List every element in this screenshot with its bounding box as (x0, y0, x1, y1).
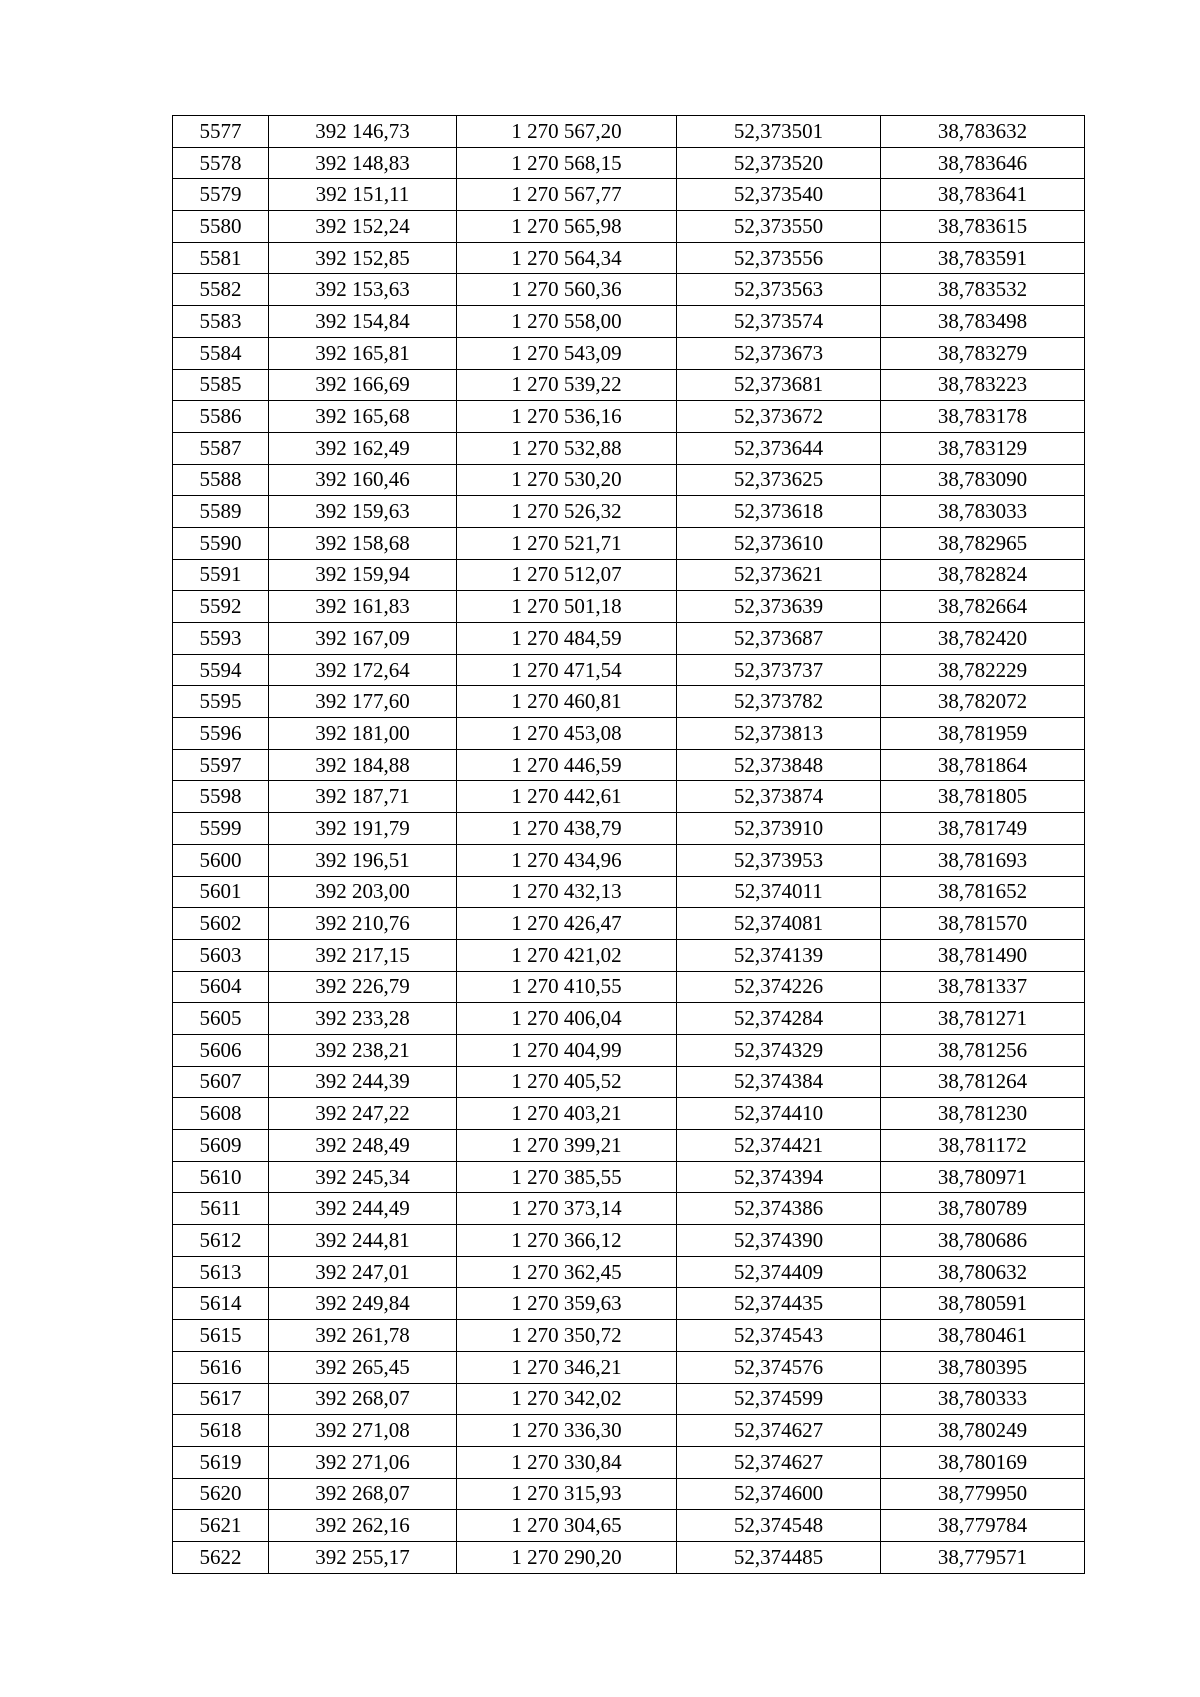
point-number-cell: 5605 (173, 1003, 269, 1035)
y-coordinate-cell: 1 270 350,72 (457, 1320, 677, 1352)
x-coordinate-cell: 392 177,60 (269, 686, 457, 718)
y-coordinate-cell: 1 270 438,79 (457, 813, 677, 845)
table-row (173, 337, 1085, 369)
y-coordinate-cell: 1 270 543,09 (457, 337, 677, 369)
table-row (173, 1446, 1085, 1478)
y-coordinate-cell: 1 270 567,20 (457, 116, 677, 148)
y-coordinate-cell: 1 270 421,02 (457, 939, 677, 971)
x-coordinate-cell: 392 151,11 (269, 179, 457, 211)
latitude-cell: 52,373874 (677, 781, 881, 813)
longitude-cell: 38,783591 (881, 242, 1085, 274)
table-row (173, 1098, 1085, 1130)
point-number-cell: 5597 (173, 749, 269, 781)
x-coordinate-cell: 392 226,79 (269, 971, 457, 1003)
latitude-cell: 52,374409 (677, 1256, 881, 1288)
latitude-cell: 52,373574 (677, 306, 881, 338)
point-number-cell: 5590 (173, 527, 269, 559)
point-number-cell: 5609 (173, 1130, 269, 1162)
y-coordinate-cell: 1 270 501,18 (457, 591, 677, 623)
longitude-cell: 38,779950 (881, 1478, 1085, 1510)
x-coordinate-cell: 392 255,17 (269, 1541, 457, 1573)
x-coordinate-cell: 392 261,78 (269, 1320, 457, 1352)
table-row (173, 1478, 1085, 1510)
table-row (173, 464, 1085, 496)
longitude-cell: 38,781749 (881, 813, 1085, 845)
coordinates-table-body (173, 116, 1085, 1574)
point-number-cell: 5619 (173, 1446, 269, 1478)
longitude-cell: 38,780461 (881, 1320, 1085, 1352)
x-coordinate-cell: 392 165,68 (269, 401, 457, 433)
y-coordinate-cell: 1 270 373,14 (457, 1193, 677, 1225)
table-row (173, 971, 1085, 1003)
table-row (173, 1510, 1085, 1542)
x-coordinate-cell: 392 191,79 (269, 813, 457, 845)
longitude-cell: 38,780249 (881, 1415, 1085, 1447)
table-row (173, 1161, 1085, 1193)
longitude-cell: 38,781652 (881, 876, 1085, 908)
table-row (173, 1383, 1085, 1415)
y-coordinate-cell: 1 270 446,59 (457, 749, 677, 781)
y-coordinate-cell: 1 270 432,13 (457, 876, 677, 908)
point-number-cell: 5596 (173, 718, 269, 750)
y-coordinate-cell: 1 270 471,54 (457, 654, 677, 686)
point-number-cell: 5622 (173, 1541, 269, 1573)
x-coordinate-cell: 392 167,09 (269, 623, 457, 655)
table-row (173, 147, 1085, 179)
table-row (173, 1130, 1085, 1162)
x-coordinate-cell: 392 196,51 (269, 844, 457, 876)
x-coordinate-cell: 392 161,83 (269, 591, 457, 623)
y-coordinate-cell: 1 270 410,55 (457, 971, 677, 1003)
table-row (173, 116, 1085, 148)
x-coordinate-cell: 392 162,49 (269, 432, 457, 464)
table-row (173, 1256, 1085, 1288)
x-coordinate-cell: 392 203,00 (269, 876, 457, 908)
longitude-cell: 38,782824 (881, 559, 1085, 591)
y-coordinate-cell: 1 270 403,21 (457, 1098, 677, 1130)
point-number-cell: 5581 (173, 242, 269, 274)
latitude-cell: 52,373673 (677, 337, 881, 369)
longitude-cell: 38,781490 (881, 939, 1085, 971)
table-row (173, 369, 1085, 401)
y-coordinate-cell: 1 270 434,96 (457, 844, 677, 876)
point-number-cell: 5618 (173, 1415, 269, 1447)
y-coordinate-cell: 1 270 304,65 (457, 1510, 677, 1542)
latitude-cell: 52,373953 (677, 844, 881, 876)
x-coordinate-cell: 392 271,08 (269, 1415, 457, 1447)
table-row (173, 1351, 1085, 1383)
y-coordinate-cell: 1 270 484,59 (457, 623, 677, 655)
latitude-cell: 52,373672 (677, 401, 881, 433)
latitude-cell: 52,373556 (677, 242, 881, 274)
point-number-cell: 5612 (173, 1225, 269, 1257)
x-coordinate-cell: 392 268,07 (269, 1383, 457, 1415)
longitude-cell: 38,780169 (881, 1446, 1085, 1478)
table-row (173, 623, 1085, 655)
latitude-cell: 52,373639 (677, 591, 881, 623)
table-row (173, 1225, 1085, 1257)
longitude-cell: 38,780333 (881, 1383, 1085, 1415)
x-coordinate-cell: 392 238,21 (269, 1034, 457, 1066)
point-number-cell: 5586 (173, 401, 269, 433)
x-coordinate-cell: 392 148,83 (269, 147, 457, 179)
latitude-cell: 52,373681 (677, 369, 881, 401)
table-row (173, 686, 1085, 718)
y-coordinate-cell: 1 270 426,47 (457, 908, 677, 940)
latitude-cell: 52,374226 (677, 971, 881, 1003)
longitude-cell: 38,783641 (881, 179, 1085, 211)
latitude-cell: 52,374329 (677, 1034, 881, 1066)
point-number-cell: 5603 (173, 939, 269, 971)
y-coordinate-cell: 1 270 366,12 (457, 1225, 677, 1257)
x-coordinate-cell: 392 159,63 (269, 496, 457, 528)
x-coordinate-cell: 392 166,69 (269, 369, 457, 401)
x-coordinate-cell: 392 233,28 (269, 1003, 457, 1035)
longitude-cell: 38,783279 (881, 337, 1085, 369)
longitude-cell: 38,780686 (881, 1225, 1085, 1257)
x-coordinate-cell: 392 181,00 (269, 718, 457, 750)
x-coordinate-cell: 392 244,39 (269, 1066, 457, 1098)
longitude-cell: 38,781570 (881, 908, 1085, 940)
y-coordinate-cell: 1 270 336,30 (457, 1415, 677, 1447)
table-row (173, 718, 1085, 750)
table-row (173, 749, 1085, 781)
y-coordinate-cell: 1 270 453,08 (457, 718, 677, 750)
table-row (173, 876, 1085, 908)
y-coordinate-cell: 1 270 399,21 (457, 1130, 677, 1162)
longitude-cell: 38,783223 (881, 369, 1085, 401)
latitude-cell: 52,373848 (677, 749, 881, 781)
x-coordinate-cell: 392 153,63 (269, 274, 457, 306)
point-number-cell: 5598 (173, 781, 269, 813)
table-row (173, 591, 1085, 623)
latitude-cell: 52,374543 (677, 1320, 881, 1352)
table-row (173, 274, 1085, 306)
y-coordinate-cell: 1 270 526,32 (457, 496, 677, 528)
latitude-cell: 52,373813 (677, 718, 881, 750)
latitude-cell: 52,374394 (677, 1161, 881, 1193)
point-number-cell: 5591 (173, 559, 269, 591)
longitude-cell: 38,781172 (881, 1130, 1085, 1162)
latitude-cell: 52,373625 (677, 464, 881, 496)
point-number-cell: 5600 (173, 844, 269, 876)
latitude-cell: 52,374421 (677, 1130, 881, 1162)
point-number-cell: 5599 (173, 813, 269, 845)
x-coordinate-cell: 392 152,24 (269, 211, 457, 243)
y-coordinate-cell: 1 270 564,34 (457, 242, 677, 274)
coordinates-table (172, 115, 1085, 1574)
point-number-cell: 5585 (173, 369, 269, 401)
point-number-cell: 5610 (173, 1161, 269, 1193)
point-number-cell: 5595 (173, 686, 269, 718)
table-row (173, 1003, 1085, 1035)
x-coordinate-cell: 392 160,46 (269, 464, 457, 496)
x-coordinate-cell: 392 159,94 (269, 559, 457, 591)
point-number-cell: 5614 (173, 1288, 269, 1320)
y-coordinate-cell: 1 270 532,88 (457, 432, 677, 464)
longitude-cell: 38,782229 (881, 654, 1085, 686)
x-coordinate-cell: 392 244,49 (269, 1193, 457, 1225)
latitude-cell: 52,374435 (677, 1288, 881, 1320)
longitude-cell: 38,783178 (881, 401, 1085, 433)
y-coordinate-cell: 1 270 558,00 (457, 306, 677, 338)
longitude-cell: 38,782965 (881, 527, 1085, 559)
point-number-cell: 5606 (173, 1034, 269, 1066)
x-coordinate-cell: 392 210,76 (269, 908, 457, 940)
longitude-cell: 38,781693 (881, 844, 1085, 876)
latitude-cell: 52,374384 (677, 1066, 881, 1098)
latitude-cell: 52,374081 (677, 908, 881, 940)
longitude-cell: 38,783129 (881, 432, 1085, 464)
x-coordinate-cell: 392 262,16 (269, 1510, 457, 1542)
point-number-cell: 5615 (173, 1320, 269, 1352)
point-number-cell: 5594 (173, 654, 269, 686)
longitude-cell: 38,779784 (881, 1510, 1085, 1542)
longitude-cell: 38,783646 (881, 147, 1085, 179)
latitude-cell: 52,374386 (677, 1193, 881, 1225)
latitude-cell: 52,374627 (677, 1446, 881, 1478)
longitude-cell: 38,783033 (881, 496, 1085, 528)
latitude-cell: 52,373610 (677, 527, 881, 559)
point-number-cell: 5613 (173, 1256, 269, 1288)
x-coordinate-cell: 392 245,34 (269, 1161, 457, 1193)
x-coordinate-cell: 392 244,81 (269, 1225, 457, 1257)
x-coordinate-cell: 392 184,88 (269, 749, 457, 781)
latitude-cell: 52,373520 (677, 147, 881, 179)
latitude-cell: 52,374627 (677, 1415, 881, 1447)
y-coordinate-cell: 1 270 521,71 (457, 527, 677, 559)
latitude-cell: 52,374548 (677, 1510, 881, 1542)
longitude-cell: 38,781864 (881, 749, 1085, 781)
table-row (173, 242, 1085, 274)
point-number-cell: 5583 (173, 306, 269, 338)
longitude-cell: 38,783632 (881, 116, 1085, 148)
table-row (173, 1066, 1085, 1098)
latitude-cell: 52,373910 (677, 813, 881, 845)
point-number-cell: 5580 (173, 211, 269, 243)
x-coordinate-cell: 392 247,22 (269, 1098, 457, 1130)
longitude-cell: 38,780591 (881, 1288, 1085, 1320)
table-row (173, 179, 1085, 211)
y-coordinate-cell: 1 270 536,16 (457, 401, 677, 433)
point-number-cell: 5611 (173, 1193, 269, 1225)
y-coordinate-cell: 1 270 342,02 (457, 1383, 677, 1415)
y-coordinate-cell: 1 270 405,52 (457, 1066, 677, 1098)
point-number-cell: 5601 (173, 876, 269, 908)
latitude-cell: 52,374139 (677, 939, 881, 971)
table-row (173, 211, 1085, 243)
table-row (173, 306, 1085, 338)
latitude-cell: 52,374011 (677, 876, 881, 908)
point-number-cell: 5577 (173, 116, 269, 148)
point-number-cell: 5607 (173, 1066, 269, 1098)
x-coordinate-cell: 392 268,07 (269, 1478, 457, 1510)
longitude-cell: 38,779571 (881, 1541, 1085, 1573)
latitude-cell: 52,374600 (677, 1478, 881, 1510)
y-coordinate-cell: 1 270 568,15 (457, 147, 677, 179)
x-coordinate-cell: 392 271,06 (269, 1446, 457, 1478)
table-row (173, 1034, 1085, 1066)
longitude-cell: 38,781805 (881, 781, 1085, 813)
longitude-cell: 38,782072 (881, 686, 1085, 718)
y-coordinate-cell: 1 270 567,77 (457, 179, 677, 211)
x-coordinate-cell: 392 249,84 (269, 1288, 457, 1320)
point-number-cell: 5587 (173, 432, 269, 464)
latitude-cell: 52,373618 (677, 496, 881, 528)
y-coordinate-cell: 1 270 406,04 (457, 1003, 677, 1035)
x-coordinate-cell: 392 248,49 (269, 1130, 457, 1162)
x-coordinate-cell: 392 217,15 (269, 939, 457, 971)
longitude-cell: 38,781959 (881, 718, 1085, 750)
y-coordinate-cell: 1 270 404,99 (457, 1034, 677, 1066)
x-coordinate-cell: 392 152,85 (269, 242, 457, 274)
longitude-cell: 38,781230 (881, 1098, 1085, 1130)
x-coordinate-cell: 392 158,68 (269, 527, 457, 559)
longitude-cell: 38,780632 (881, 1256, 1085, 1288)
table-row (173, 1193, 1085, 1225)
table-row (173, 1320, 1085, 1352)
x-coordinate-cell: 392 172,64 (269, 654, 457, 686)
longitude-cell: 38,783615 (881, 211, 1085, 243)
latitude-cell: 52,374485 (677, 1541, 881, 1573)
y-coordinate-cell: 1 270 385,55 (457, 1161, 677, 1193)
longitude-cell: 38,781271 (881, 1003, 1085, 1035)
table-row (173, 1288, 1085, 1320)
table-row (173, 939, 1085, 971)
point-number-cell: 5616 (173, 1351, 269, 1383)
point-number-cell: 5588 (173, 464, 269, 496)
table-row (173, 432, 1085, 464)
table-row (173, 813, 1085, 845)
y-coordinate-cell: 1 270 330,84 (457, 1446, 677, 1478)
y-coordinate-cell: 1 270 346,21 (457, 1351, 677, 1383)
table-row (173, 844, 1085, 876)
longitude-cell: 38,780971 (881, 1161, 1085, 1193)
latitude-cell: 52,374599 (677, 1383, 881, 1415)
table-row (173, 559, 1085, 591)
y-coordinate-cell: 1 270 530,20 (457, 464, 677, 496)
x-coordinate-cell: 392 247,01 (269, 1256, 457, 1288)
latitude-cell: 52,373737 (677, 654, 881, 686)
latitude-cell: 52,373687 (677, 623, 881, 655)
longitude-cell: 38,781337 (881, 971, 1085, 1003)
point-number-cell: 5602 (173, 908, 269, 940)
point-number-cell: 5589 (173, 496, 269, 528)
y-coordinate-cell: 1 270 359,63 (457, 1288, 677, 1320)
latitude-cell: 52,374284 (677, 1003, 881, 1035)
table-row (173, 527, 1085, 559)
y-coordinate-cell: 1 270 442,61 (457, 781, 677, 813)
x-coordinate-cell: 392 154,84 (269, 306, 457, 338)
latitude-cell: 52,373782 (677, 686, 881, 718)
table-row (173, 1415, 1085, 1447)
point-number-cell: 5608 (173, 1098, 269, 1130)
point-number-cell: 5620 (173, 1478, 269, 1510)
point-number-cell: 5582 (173, 274, 269, 306)
longitude-cell: 38,783090 (881, 464, 1085, 496)
latitude-cell: 52,373550 (677, 211, 881, 243)
latitude-cell: 52,373644 (677, 432, 881, 464)
longitude-cell: 38,782664 (881, 591, 1085, 623)
table-row (173, 496, 1085, 528)
point-number-cell: 5579 (173, 179, 269, 211)
latitude-cell: 52,374390 (677, 1225, 881, 1257)
point-number-cell: 5593 (173, 623, 269, 655)
x-coordinate-cell: 392 165,81 (269, 337, 457, 369)
y-coordinate-cell: 1 270 560,36 (457, 274, 677, 306)
table-row (173, 654, 1085, 686)
longitude-cell: 38,782420 (881, 623, 1085, 655)
x-coordinate-cell: 392 187,71 (269, 781, 457, 813)
longitude-cell: 38,780395 (881, 1351, 1085, 1383)
latitude-cell: 52,373540 (677, 179, 881, 211)
y-coordinate-cell: 1 270 539,22 (457, 369, 677, 401)
longitude-cell: 38,783498 (881, 306, 1085, 338)
point-number-cell: 5584 (173, 337, 269, 369)
point-number-cell: 5592 (173, 591, 269, 623)
y-coordinate-cell: 1 270 290,20 (457, 1541, 677, 1573)
longitude-cell: 38,781264 (881, 1066, 1085, 1098)
x-coordinate-cell: 392 146,73 (269, 116, 457, 148)
y-coordinate-cell: 1 270 565,98 (457, 211, 677, 243)
y-coordinate-cell: 1 270 460,81 (457, 686, 677, 718)
table-row (173, 781, 1085, 813)
latitude-cell: 52,374576 (677, 1351, 881, 1383)
table-row (173, 908, 1085, 940)
point-number-cell: 5578 (173, 147, 269, 179)
latitude-cell: 52,373501 (677, 116, 881, 148)
table-row (173, 1541, 1085, 1573)
point-number-cell: 5617 (173, 1383, 269, 1415)
longitude-cell: 38,781256 (881, 1034, 1085, 1066)
table-row (173, 401, 1085, 433)
x-coordinate-cell: 392 265,45 (269, 1351, 457, 1383)
y-coordinate-cell: 1 270 362,45 (457, 1256, 677, 1288)
y-coordinate-cell: 1 270 315,93 (457, 1478, 677, 1510)
longitude-cell: 38,780789 (881, 1193, 1085, 1225)
latitude-cell: 52,373621 (677, 559, 881, 591)
point-number-cell: 5621 (173, 1510, 269, 1542)
longitude-cell: 38,783532 (881, 274, 1085, 306)
y-coordinate-cell: 1 270 512,07 (457, 559, 677, 591)
latitude-cell: 52,373563 (677, 274, 881, 306)
point-number-cell: 5604 (173, 971, 269, 1003)
latitude-cell: 52,374410 (677, 1098, 881, 1130)
